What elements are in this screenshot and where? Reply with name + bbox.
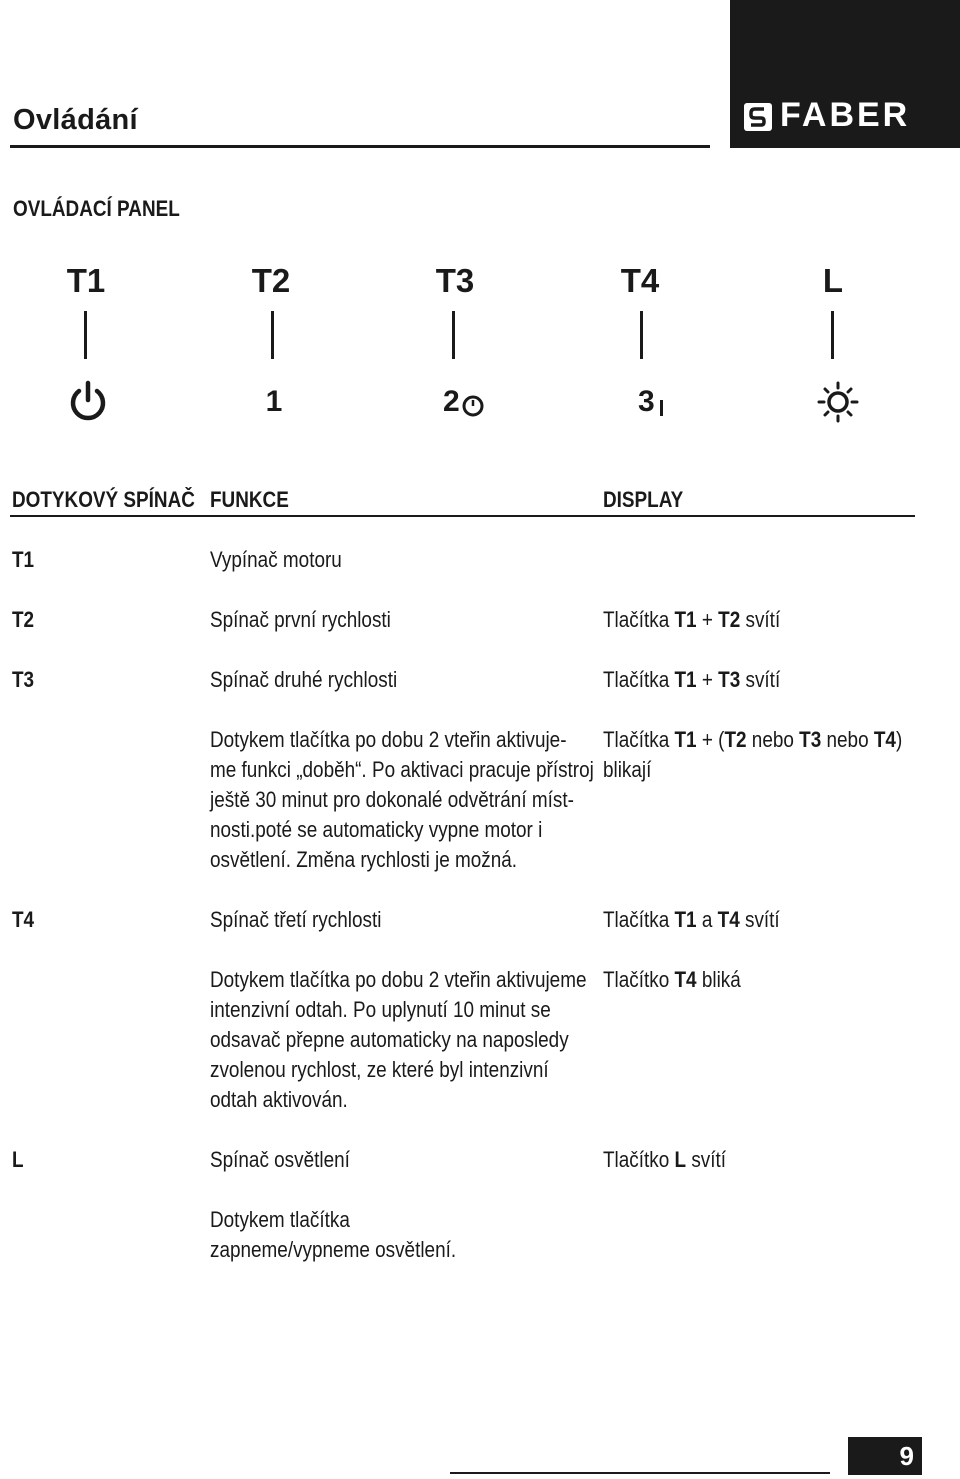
row-t2-function: Spínač první rychlosti — [210, 607, 391, 632]
row-t1-function: Vypínač motoru — [210, 547, 342, 572]
footer-divider — [450, 1472, 830, 1474]
row-t3-display-mid: + — [696, 667, 719, 692]
row-t3-long-line: ještě 30 minut pro dokonalé odvětrání míst- — [210, 787, 574, 812]
row-t2-display-k1: T1 — [674, 607, 697, 632]
row-l-display-pre: Tlačítko — [603, 1147, 675, 1172]
light-icon — [808, 380, 868, 424]
row-t3-display — [603, 665, 780, 695]
section-title: OVLÁDACÍ PANEL — [13, 196, 180, 221]
key-label-l: L — [822, 262, 844, 299]
key-label-t4: T4 — [620, 262, 660, 299]
row-t3-display-k1: T1 — [674, 667, 697, 692]
row-t3-long-display-a: + ( — [696, 727, 725, 752]
key-label-t1: T1 — [66, 262, 106, 299]
row-t3-long-display-k4: T4 — [873, 727, 896, 752]
row-t4-long-display-post: bliká — [696, 967, 741, 992]
page-number: 9 — [848, 1437, 922, 1475]
key-connector-t2 — [271, 311, 274, 359]
key-label-t3: T3 — [435, 262, 475, 299]
speed-2-digit: 2 — [443, 385, 460, 418]
row-t2-display-pre: Tlačítka — [603, 607, 675, 632]
row-l-key: L — [12, 1147, 24, 1172]
row-t3-long-display-d: ) — [895, 727, 903, 752]
speed-3-digit: 3 — [638, 385, 655, 418]
row-l-long-function — [210, 1205, 456, 1265]
row-t3-long-line: me funkci „doběh“. Po aktivaci pracuje přístroj — [210, 757, 594, 782]
power-icon — [58, 380, 118, 424]
row-t3-function: Spínač druhé rychlosti — [210, 667, 398, 692]
row-t3-long-display-k3: T3 — [799, 727, 822, 752]
row-t3-long-line: Dotykem tlačítka po dobu 2 vteřin aktivuje- — [210, 727, 567, 752]
speed-1-icon: 1 — [265, 385, 283, 418]
row-t4-long-line: odtah aktivován. — [210, 1087, 348, 1112]
row-t1-key: T1 — [12, 547, 35, 572]
row-t4-long-display-k1: T4 — [674, 967, 697, 992]
key-connector-l — [831, 311, 834, 359]
row-t2-display — [603, 605, 780, 635]
row-l-function: Spínač osvětlení — [210, 1147, 350, 1172]
row-t3-long-display-k2: T2 — [724, 727, 747, 752]
row-t4-display — [603, 905, 780, 935]
row-t3-long-display-k1: T1 — [674, 727, 697, 752]
row-t3-long-line: osvětlení. Změna rychlosti je možná. — [210, 847, 518, 872]
row-l-display — [603, 1145, 726, 1175]
row-t4-long-line: zvolenou rychlost, ze které byl intenzivní — [210, 1057, 549, 1082]
row-t2-display-mid: + — [696, 607, 719, 632]
table-divider — [10, 515, 915, 517]
page-title: Ovládání — [13, 104, 138, 136]
row-t2-key: T2 — [12, 607, 35, 632]
row-t4-long-display — [603, 965, 741, 995]
row-t3-display-pre: Tlačítka — [603, 667, 675, 692]
row-t3-long-display-line2: blikají — [603, 757, 652, 782]
row-t4-long-display-pre: Tlačítko — [603, 967, 675, 992]
brand-block — [730, 0, 960, 148]
row-t4-function: Spínač třetí rychlosti — [210, 907, 382, 932]
row-t3-long-function — [210, 725, 594, 875]
row-t4-long-function — [210, 965, 586, 1115]
row-t4-long-line: Dotykem tlačítka po dobu 2 vteřin aktivujeme — [210, 967, 587, 992]
row-t3-display-k2: T3 — [718, 667, 741, 692]
intensive-bar-icon — [660, 400, 663, 416]
row-t4-display-k2: T4 — [717, 907, 740, 932]
timer-icon — [461, 394, 485, 418]
row-t3-long-display-line1 — [603, 725, 902, 755]
key-connector-t1 — [84, 311, 87, 359]
row-t4-display-post: svítí — [739, 907, 780, 932]
row-t2-display-post: svítí — [740, 607, 781, 632]
row-l-display-k1: L — [674, 1147, 687, 1172]
row-t4-display-pre: Tlačítka — [603, 907, 675, 932]
row-t2-display-k2: T2 — [718, 607, 741, 632]
header-function: FUNKCE — [210, 487, 289, 512]
key-connector-t3 — [452, 311, 455, 359]
header-display: DISPLAY — [603, 487, 684, 512]
row-t3-key: T3 — [12, 667, 35, 692]
row-l-display-post: svítí — [686, 1147, 727, 1172]
row-t4-display-k1: T1 — [674, 907, 697, 932]
row-t3-display-post: svítí — [740, 667, 781, 692]
row-t3-long-display-c: nebo — [821, 727, 874, 752]
row-t3-long-display — [603, 725, 902, 785]
speed-2-timer-icon — [435, 380, 495, 424]
row-t4-display-mid: a — [696, 907, 718, 932]
header-switch: DOTYKOVÝ SPÍNAČ — [12, 487, 195, 512]
brand-name: FABER — [780, 96, 911, 134]
row-t4-long-line: odsavač přepne automaticky na naposledy — [210, 1027, 569, 1052]
speed-3-intensive-icon — [628, 380, 688, 424]
row-l-long-line: Dotykem tlačítka — [210, 1207, 350, 1232]
faber-logo-icon — [744, 103, 772, 131]
row-t3-long-display-b: nebo — [746, 727, 800, 752]
title-divider — [10, 145, 710, 148]
key-connector-t4 — [640, 311, 643, 359]
row-t3-long-line: nosti.poté se automaticky vypne motor i — [210, 817, 543, 842]
row-t4-key: T4 — [12, 907, 35, 932]
row-t4-long-line: intenzivní odtah. Po uplynutí 10 minut se — [210, 997, 551, 1022]
row-t3-long-display-pre: Tlačítka — [603, 727, 675, 752]
key-label-t2: T2 — [251, 262, 291, 299]
row-l-long-line: zapneme/vypneme osvětlení. — [210, 1237, 457, 1262]
